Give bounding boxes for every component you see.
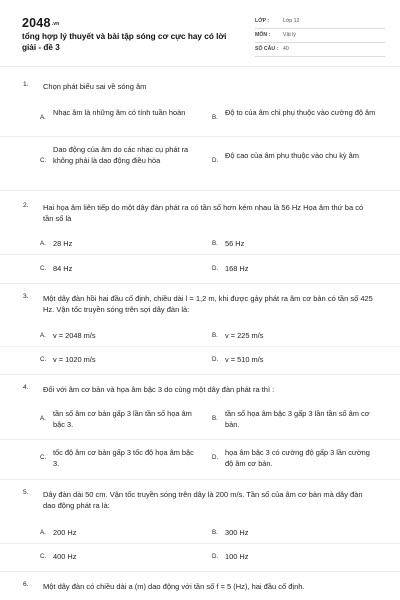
option-text: tần số họa âm bậc 3 gấp 3 lần tần số âm cơ bản.: [225, 409, 370, 429]
option-text: v = 225 m/s: [225, 331, 264, 340]
option-letter: B.: [212, 529, 218, 536]
meta-subject-value: Vật lý: [283, 32, 296, 38]
option-letter: A.: [40, 114, 46, 121]
option-text: v = 2048 m/s: [53, 331, 96, 340]
meta-grade: [255, 14, 385, 29]
option-letter: A.: [40, 240, 46, 247]
option-text: Độ to của âm chỉ phụ thuộc vào cường độ âm: [225, 108, 376, 117]
option-letter: A.: [40, 415, 46, 422]
option-text: 400 Hz: [53, 552, 77, 561]
option-letter: D.: [212, 553, 219, 560]
option-row-divider: [0, 136, 400, 137]
question-number: 1.: [23, 81, 29, 88]
option-text: v = 1020 m/s: [53, 355, 96, 364]
question-divider: [0, 374, 400, 375]
option-letter: C.: [40, 454, 47, 461]
option-letter: A.: [40, 332, 46, 339]
question-number: 6.: [23, 581, 29, 588]
meta-subject: [255, 28, 385, 43]
question-number: 4.: [23, 384, 29, 391]
option-text: tần số âm cơ bản gấp 3 lần tần số họa âm bậc 3.: [53, 409, 192, 429]
option-text: tốc độ âm cơ bản gấp 3 tốc độ họa âm bậc 3.: [53, 448, 194, 468]
option-text: 28 Hz: [53, 239, 73, 248]
option-letter: A.: [40, 529, 46, 536]
option-text: 84 Hz: [53, 264, 73, 273]
document-title: tổng hợp lý thuyết và bài tập sóng cơ cực hay có lời giải - đề 3: [22, 32, 227, 52]
question-divider: [0, 283, 400, 284]
logo-sub-text: .vn: [51, 20, 60, 27]
option-text: 100 Hz: [225, 552, 249, 561]
question-text: Một dây đàn hồi hai đầu cố định, chiều dài l = 1,2 m, khi được gảy phát ra âm cơ bản có tần số 425 Hz. Vận tốc truyền sóng trên sợi dây đàn là:: [43, 294, 373, 314]
option-row-divider: [0, 346, 400, 347]
option-text: 300 Hz: [225, 528, 249, 537]
question-divider: [0, 479, 400, 480]
question-text: Dây đàn dài 50 cm. Vận tốc truyền sóng trên dây là 200 m/s. Tần số của âm cơ bản mà dây đàn dao động phát ra là:: [43, 490, 363, 510]
option-letter: D.: [212, 265, 219, 272]
header-divider: [0, 66, 400, 67]
option-text: họa âm bậc 3 có cường độ gấp 3 lần cường độ âm cơ bản.: [225, 448, 370, 468]
option-row-divider: [0, 543, 400, 544]
question-number: 5.: [23, 489, 29, 496]
question-text: Một dây đàn có chiều dài a (m) dao động với tần số f = 5 (Hz), hai đầu cố định.: [43, 582, 305, 591]
option-letter: B.: [212, 332, 218, 339]
site-logo[interactable]: [22, 16, 59, 30]
option-text: 168 Hz: [225, 264, 249, 273]
question-divider: [0, 571, 400, 572]
option-letter: B.: [212, 415, 218, 422]
option-letter: D.: [212, 454, 219, 461]
option-row-divider: [0, 439, 400, 440]
option-row-divider: [0, 254, 400, 255]
question-number: 3.: [23, 293, 29, 300]
option-text: Độ cao của âm phụ thuộc vào chu kỳ âm: [225, 151, 359, 160]
meta-subject-key: MÔN :: [255, 32, 271, 38]
option-letter: B.: [212, 240, 218, 247]
question-text: Chọn phát biểu sai về sóng âm: [43, 82, 147, 91]
option-text: Dao động của âm do các nhạc cụ phát ra không phải là dao động điều hòa: [53, 145, 189, 165]
question-text: Đối với âm cơ bản và họa âm bậc 3 do cùng một dây đàn phát ra thì :: [43, 385, 275, 394]
meta-count-value: 40: [283, 46, 289, 52]
question-text: Hai họa âm liên tiếp do một dây đàn phát ra có tần số hơn kém nhau là 56 Hz Họa âm thứ ba có tần số là: [43, 203, 364, 223]
meta-grade-value: Lớp 12: [283, 18, 300, 24]
option-text: 56 Hz: [225, 239, 245, 248]
option-letter: C.: [40, 157, 47, 164]
meta-grade-key: LỚP :: [255, 18, 270, 24]
option-letter: C.: [40, 553, 47, 560]
option-letter: D.: [212, 157, 219, 164]
option-text: v = 510 m/s: [225, 355, 264, 364]
option-text: Nhạc âm là những âm có tính tuần hoàn: [53, 108, 186, 117]
option-text: 200 Hz: [53, 528, 77, 537]
meta-count-key: SỐ CÂU :: [255, 46, 279, 52]
option-letter: C.: [40, 265, 47, 272]
option-letter: C.: [40, 356, 47, 363]
option-letter: D.: [212, 356, 219, 363]
option-letter: B.: [212, 114, 218, 121]
document-header: [0, 0, 400, 62]
question-number: 2.: [23, 202, 29, 209]
logo-main-text: 2048: [22, 16, 51, 30]
question-divider: [0, 190, 400, 191]
meta-question-count: [255, 42, 385, 57]
